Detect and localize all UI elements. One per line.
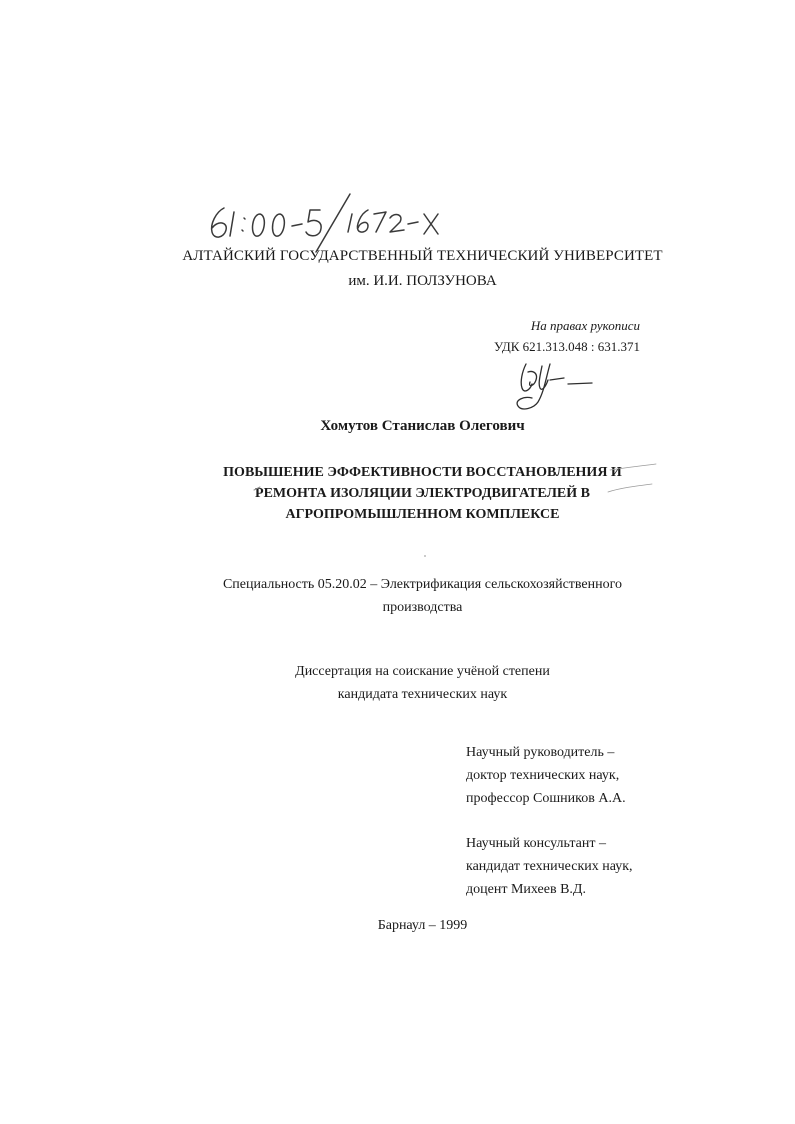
handwritten-catalog-number <box>200 190 500 254</box>
supervisor-line: профессор Сошников А.А. <box>466 791 626 806</box>
specialty <box>200 573 645 619</box>
scan-speck <box>424 555 426 557</box>
consultant-line: Научный консультант – <box>466 836 606 851</box>
pencil-mark <box>600 458 660 498</box>
author-name: Хомутов Станислав Олегович <box>320 418 525 434</box>
degree-line: кандидата технических наук <box>337 687 508 702</box>
pencil-mark <box>252 484 264 494</box>
specialty-line: производства <box>382 600 463 615</box>
title-line: ПОВЫШЕНИЕ ЭФФЕКТИВНОСТИ ВОССТАНОВЛЕНИЯ И <box>223 465 622 480</box>
degree-statement <box>200 660 645 706</box>
university-named-after: им. И.И. ПОЛЗУНОВА <box>348 273 497 289</box>
consultant-line: доцент Михеев В.Д. <box>466 882 586 897</box>
rights-note: На правах рукописи <box>530 318 640 333</box>
handwritten-signature <box>508 358 598 418</box>
supervisor-line: доктор технических наук, <box>466 768 620 783</box>
university-name: АЛТАЙСКИЙ ГОСУДАРСТВЕННЫЙ ТЕХНИЧЕСКИЙ УНИВЕРСИТЕТ <box>182 248 663 264</box>
supervisor-line: Научный руководитель – <box>466 745 615 760</box>
dissertation-title <box>200 462 645 525</box>
specialty-line: Специальность 05.20.02 – Электрификация сельскохозяйственного <box>222 577 623 592</box>
consultant-line: кандидат технических наук, <box>466 859 633 874</box>
place-and-year: Барнаул – 1999 <box>377 918 468 933</box>
title-line: АГРОПРОМЫШЛЕННОМ КОМПЛЕКСЕ <box>285 507 560 522</box>
title-line: РЕМОНТА ИЗОЛЯЦИИ ЭЛЕКТРОДВИГАТЕЛЕЙ В <box>255 486 590 501</box>
scientific-consultant <box>466 832 686 901</box>
udk-code: УДК 621.313.048 : 631.371 <box>493 339 640 354</box>
scientific-supervisor <box>466 741 686 810</box>
degree-line: Диссертация на соискание учёной степени <box>295 664 550 679</box>
